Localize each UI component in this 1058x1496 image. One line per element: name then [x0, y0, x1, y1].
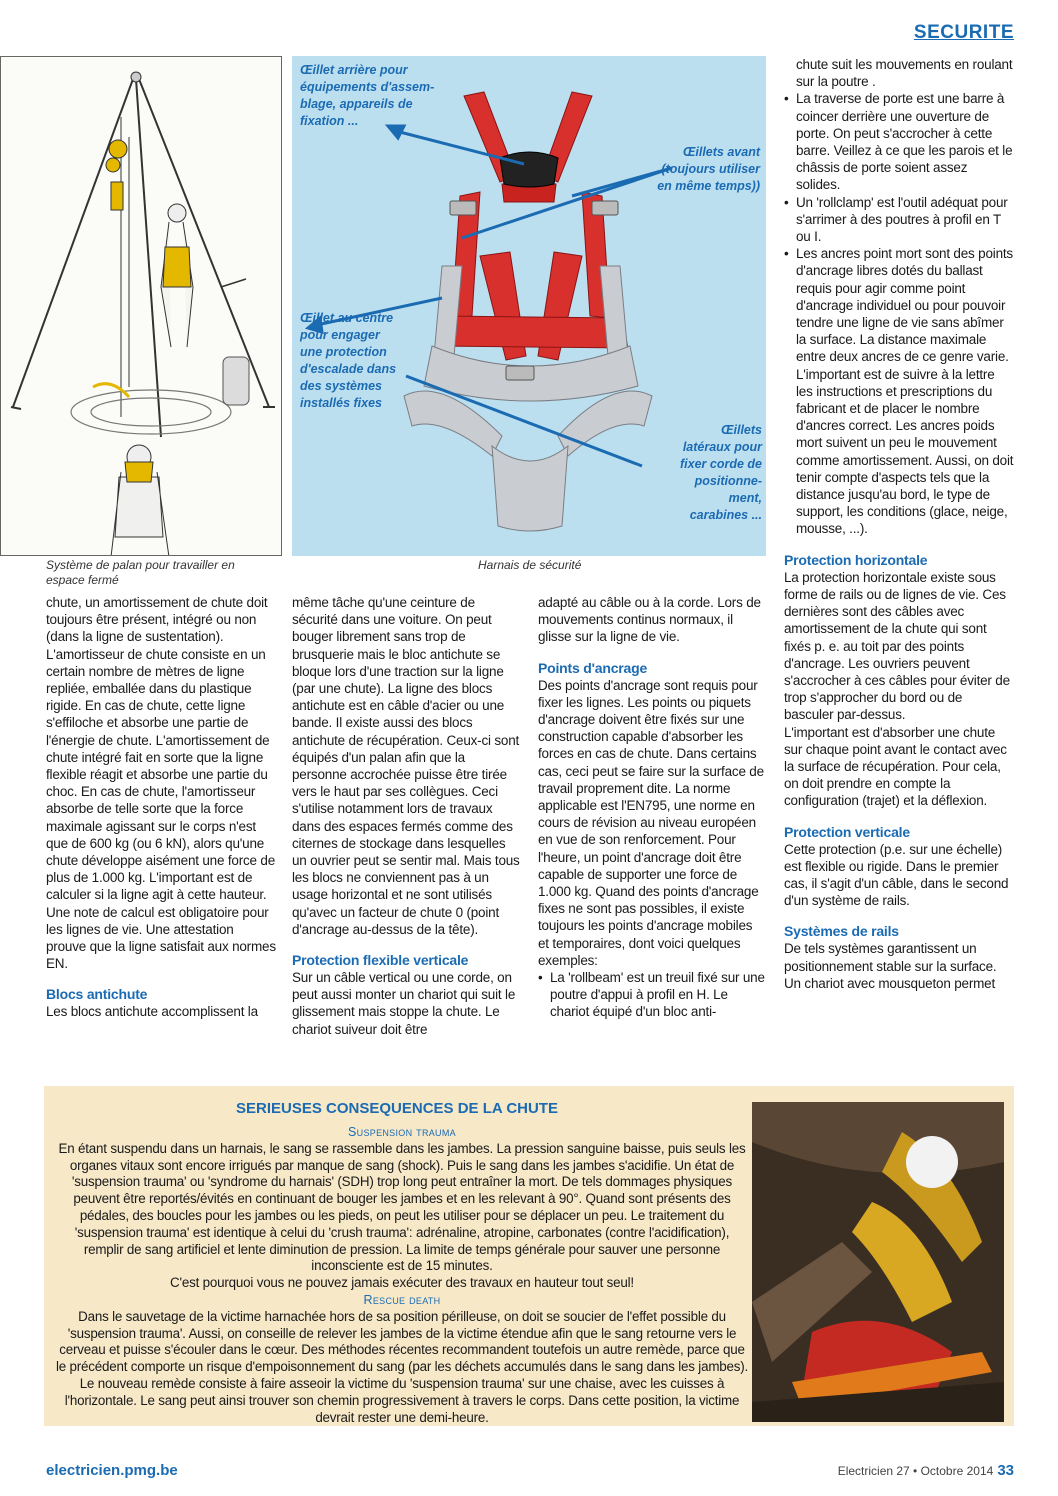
tripod-hoist-illustration [0, 56, 282, 556]
footer-issue-text: Electricien 27 • Octobre 2014 [837, 1464, 994, 1478]
footer-website[interactable]: electricien.pmg.be [46, 1462, 178, 1479]
box-text [54, 1124, 750, 1426]
callout-rear-eyelet: Œillet arrière pour équipements d'assem-blage, appareils de fixation ... [300, 63, 435, 128]
column-4 [784, 56, 1014, 992]
heading-protection-verticale: Protection verticale [784, 823, 910, 840]
heading-protection-horizontale: Protection horizontale [784, 551, 928, 568]
col2-paragraph-2: Sur un câble vertical ou une corde, on peut aussi monter un chariot qui suit le glissement mais stoppe la chute. Le chariot suiveur doit être [292, 970, 516, 1037]
heading-protection-flexible: Protection flexible verticale [292, 952, 469, 969]
callout-center-eyelet: Œillet au centre pour engager une protection d'escalade dans des systèmes installés fixes [300, 311, 397, 410]
page-number: 33 [997, 1462, 1014, 1479]
col1-paragraph-2: Les blocs antichute accomplissent la [46, 1004, 258, 1020]
heading-blocs-antichute: Blocs antichute [46, 986, 148, 1003]
col4-paragraph-2: La protection horizontale existe sous forme de rails ou de lignes de vie. Ces dernières sont des câbles avec amortissement de la chute qui sont fixés p. e. au toit par des points d'ancrage. Les ouvriers peuvent s'accrocher à ces câbles pour éviter de trop s'approcher du bord ou de basculer par-dessus. [784, 569, 1010, 723]
callout-front-eyelets: Œillets avant (toujours utiliser en même temps)) [657, 145, 760, 193]
column-2 [292, 594, 520, 1038]
col4-paragraph-4: Cette protection (p.e. sur une échelle) est flexible ou rigide. Dans le premier cas, il s'agit d'un câble, dans le second d'un système de rails. [784, 841, 1009, 909]
col3-paragraph-2: Des points d'ancrage sont requis pour fixer les lignes. Les points ou piquets d'ancrage doivent être fixés sur une construction capable d'absorber les forces en cas de chute. Dans certains cas, ceci peut se faire sur la surface de travail proprement dite. La norme applicable est l'EN795, une norme en cours de révision au niveau européen en vue de son renforcement. Pour l'heure, un point d'ancrage doit être capable de supporter une force de 1.000 kg. Quand des points d'ancrage fixes ne sont pas possibles, il existe toujours les points d'ancrage mobiles et temporaires, dont voici quelques exemples: [538, 677, 764, 968]
box-paragraph-1b: C'est pourquoi vous ne pouvez jamais exécuter des travaux en hauteur tout seul! [170, 1275, 634, 1291]
col2-paragraph-1: même tâche qu'une ceinture de sécurité dans une voiture. On peut bouger librement sans trop de brusquerie mais le bloc antichute se bloque lors d'une traction sur la ligne (par une chute). La ligne des blocs antichute est en câble d'acier ou une bande. Il existe aussi des blocs antichute de récupération. Ceux-ci sont équipés d'un palan afin que la personne accrochée puisse être tirée vers le haut par ses collègues. Ceci s'utilise notamment lors de travaux dans des espaces fermés comme des citernes de stockage dans lesquelles un ouvrier peut se sentir mal. Mais tous les blocs ne conviennent pas à un usage horizontal et ne sont utilisés qu'avec un facteur de chute 0 (point d'ancrage au-dessus de la tête). [292, 595, 520, 937]
section-tag: SECURITE [913, 22, 1014, 43]
col4-paragraph-1: chute suit les mouvements en roulant sur la poutre . [796, 57, 1013, 90]
harness-figure [292, 56, 766, 556]
box-subheading-suspension: Suspension trauma [348, 1125, 456, 1139]
callout-side-eyelets: Œillets latéraux pour fixer corde de positionne-ment, carabines ... [680, 423, 762, 522]
col1-paragraph-1: chute, un amortissement de chute doit toujours être présent, intégré ou non (dans la ligne de sustentation). L'amortisseur de chute consiste en un certain nombre de mètres de ligne repliée, emballée dans du plastique rigide. En cas de chute, cette ligne s'effiloche et absorbe une partie de l'énergie de chute. L'amortissement de chute intégré fait en sorte que la ligne flexible réagit et absorbe une partie du choc. En cas de chute, l'amortisseur absorbe de telle sorte que la force maximale agissant sur le corps n'est que de 600 kg (ou 6 kN), alors qu'une chute développe aisément une force de plus de 1.000 kg. L'important est de calculer si la ligne agit à cette hauteur. Une note de calcul est obligatoire pour les lignes de vie. Une attestation prouve que la ligne satisfait aux normes EN. [46, 595, 276, 972]
anchor-examples-list [538, 969, 766, 1021]
heading-points-ancrage: Points d'ancrage [538, 659, 648, 676]
tripod-drawing [1, 57, 282, 556]
col3-paragraph-1: adapté au câble ou à la corde. Lors de mouvements continus normaux, il glisse sur la ligne de vie. [538, 595, 761, 645]
footer-issue [838, 1462, 1014, 1479]
box-paragraph-1: En étant suspendu dans un harnais, le sang se rassemble dans les jambes. La pression sanguine baisse, puis seuls les organes vitaux sont encore irrigués par manque de sang (shock). Puis le sang dans les jambes s'acidifie. Un état de 'suspension trauma' ou 'syndrome du harnais' (SDH) trop long peut entraîner la mort. De tels dommages physiques peuvent être reportés/évités en continuant de bouger les jambes et en les relevant à 90°. Quand sont présents des pédales, des boucles pour les jambes ou les pieds, on peut les utiliser pour se déplacer un peu. Le traitement du 'suspension trauma' est identique à celui du 'crush trauma': adrénaline, atropine, carbonates (contre l'acidification), remplir de sang artificiel et lente diminution de pression. La limite de temps générale pour sauver une personne inconsciente est de 15 minutes. [58, 1140, 746, 1274]
left-figure-caption: Système de palan pour travailler en espace fermé [46, 558, 235, 587]
box-title: SERIEUSES CONSEQUENCES DE LA CHUTE [236, 1100, 558, 1117]
list-item: • Les ancres point mort sont des points d'ancrage libres dotés du ballast requis pour agir comme point d'ancrage individuel ou pour pouvoir tendre une ligne de vie sans abîmer la surface. La distance maximale entre deux ancres de ce genre varie. L'important est de suivre à la lettre les instructions et prescriptions du fabricant et de placer le nombre d'ancres correct. Les ancres poids mort suivent un peu le mouvement comme amortissement. Aussi, on doit tenir compte d'aspects tels que la distance jusqu'au bord, le type de support, les conditions (glace, neige, mousse, ...). [784, 245, 1014, 537]
box-paragraph-2: Dans le sauvetage de la victime harnachée hors de sa position périlleuse, on doit se soucier de l'effet possible du 'suspension trauma'. Aussi, on conseille de relever les jambes de la victime étendue afin que le sang retourne vers le cerveau et puisse s'écouler dans le cœur. Des méthodes récentes recommandent toutefois un autre remède, parce que le précédent comporte un risque d'empoisonnement du sang (par les déchets accumulés dans le sang dans les jambes). Le nouveau remède consiste à faire asseoir la victime du 'suspension trauma' sur une chaise, avec les cuisses à l'horizontale. Le sang peut ainsi trouver son chemin progressivement à travers le corps. Dans cette position, la victime devrait rester une demi-heure. [55, 1308, 749, 1425]
center-figure-caption: Harnais de sécurité [478, 558, 582, 572]
box-subheading-rescue: Rescue death [363, 1292, 441, 1307]
consequences-box [44, 1086, 1014, 1426]
column-1 [46, 594, 276, 1021]
anchor-examples-list-cont [784, 90, 1014, 537]
list-item: • La 'rollbeam' est un treuil fixé sur une poutre d'appui à profil en H. Le chariot équipé d'un bloc anti- [538, 969, 766, 1021]
list-item: • La traverse de porte est une barre à coincer derrière une ouverture de porte. On peut s'accrocher à cette barre. Veillez à ce que les parois et le châssis de porte soient assez solides. [784, 90, 1014, 193]
list-item: • Un 'rollclamp' est l'outil adéquat pour s'arrimer à des poutres à profil en T ou I. [784, 194, 1014, 246]
col4-paragraph-3: L'important est d'absorber une chute sur chaque point avant le contact avec la surface de récupération. Pour cela, on doit prendre en compte la configuration (trajet) et la déflexion. [784, 724, 1007, 809]
rescue-photo-drawing [752, 1102, 1004, 1422]
col4-paragraph-5: De tels systèmes garantissent un positionnement stable sur la surface. Un chariot avec mousqueton permet [784, 941, 997, 991]
heading-systemes-rails: Systèmes de rails [784, 923, 899, 940]
column-3 [538, 594, 766, 1021]
rescue-photo [752, 1102, 1004, 1422]
